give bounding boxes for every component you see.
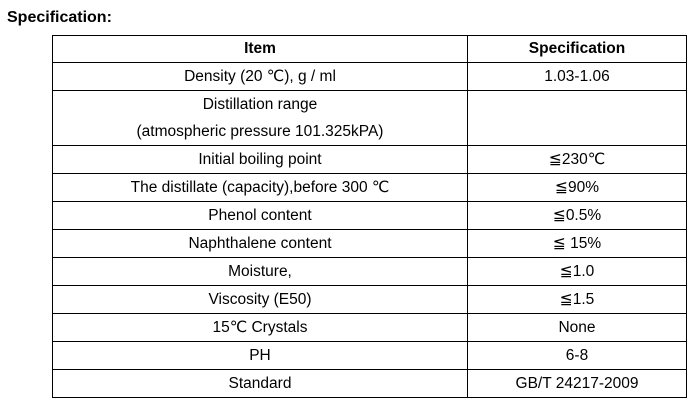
item-cell: Density (20 ℃), g / ml [53, 63, 468, 91]
item-cell: The distillate (capacity),before 300 ℃ [53, 174, 468, 202]
spec-cell: ≦ 15% [468, 230, 687, 258]
item-cell: Initial boiling point [53, 146, 468, 174]
table-row [53, 91, 687, 146]
item-cell: PH [53, 342, 468, 370]
column-header-item: Item [53, 36, 468, 63]
spec-cell: ≦0.5% [468, 202, 687, 230]
column-header-specification: Specification [468, 36, 687, 63]
item-cell-line: (atmospheric pressure 101.325kPA) [136, 123, 384, 140]
table-row [53, 146, 687, 174]
table-row [53, 370, 687, 398]
specification-table [52, 35, 687, 398]
item-cell: Standard [53, 370, 468, 398]
item-cell: Naphthalene content [53, 230, 468, 258]
table-row [53, 342, 687, 370]
page-title: Specification: [7, 9, 112, 26]
spec-cell: GB/T 24217-2009 [468, 370, 687, 398]
item-cell [53, 91, 468, 146]
table-row [53, 230, 687, 258]
spec-cell: ≦1.0 [468, 258, 687, 286]
spec-cell: ≦90% [468, 174, 687, 202]
table-row [53, 286, 687, 314]
spec-cell: 6-8 [468, 342, 687, 370]
table-row [53, 202, 687, 230]
item-cell: Viscosity (E50) [53, 286, 468, 314]
spec-cell [468, 91, 687, 146]
spec-cell: ≦1.5 [468, 286, 687, 314]
table-row [53, 63, 687, 91]
spec-cell: 1.03-1.06 [468, 63, 687, 91]
spec-cell: ≦230℃ [468, 146, 687, 174]
item-cell: 15℃ Crystals [53, 314, 468, 342]
item-cell: Phenol content [53, 202, 468, 230]
spec-cell: None [468, 314, 687, 342]
item-cell-line: Distillation range [202, 96, 318, 113]
table-row [53, 314, 687, 342]
table-row [53, 174, 687, 202]
item-cell: Moisture, [53, 258, 468, 286]
table-header-row [53, 36, 687, 63]
table-row [53, 258, 687, 286]
